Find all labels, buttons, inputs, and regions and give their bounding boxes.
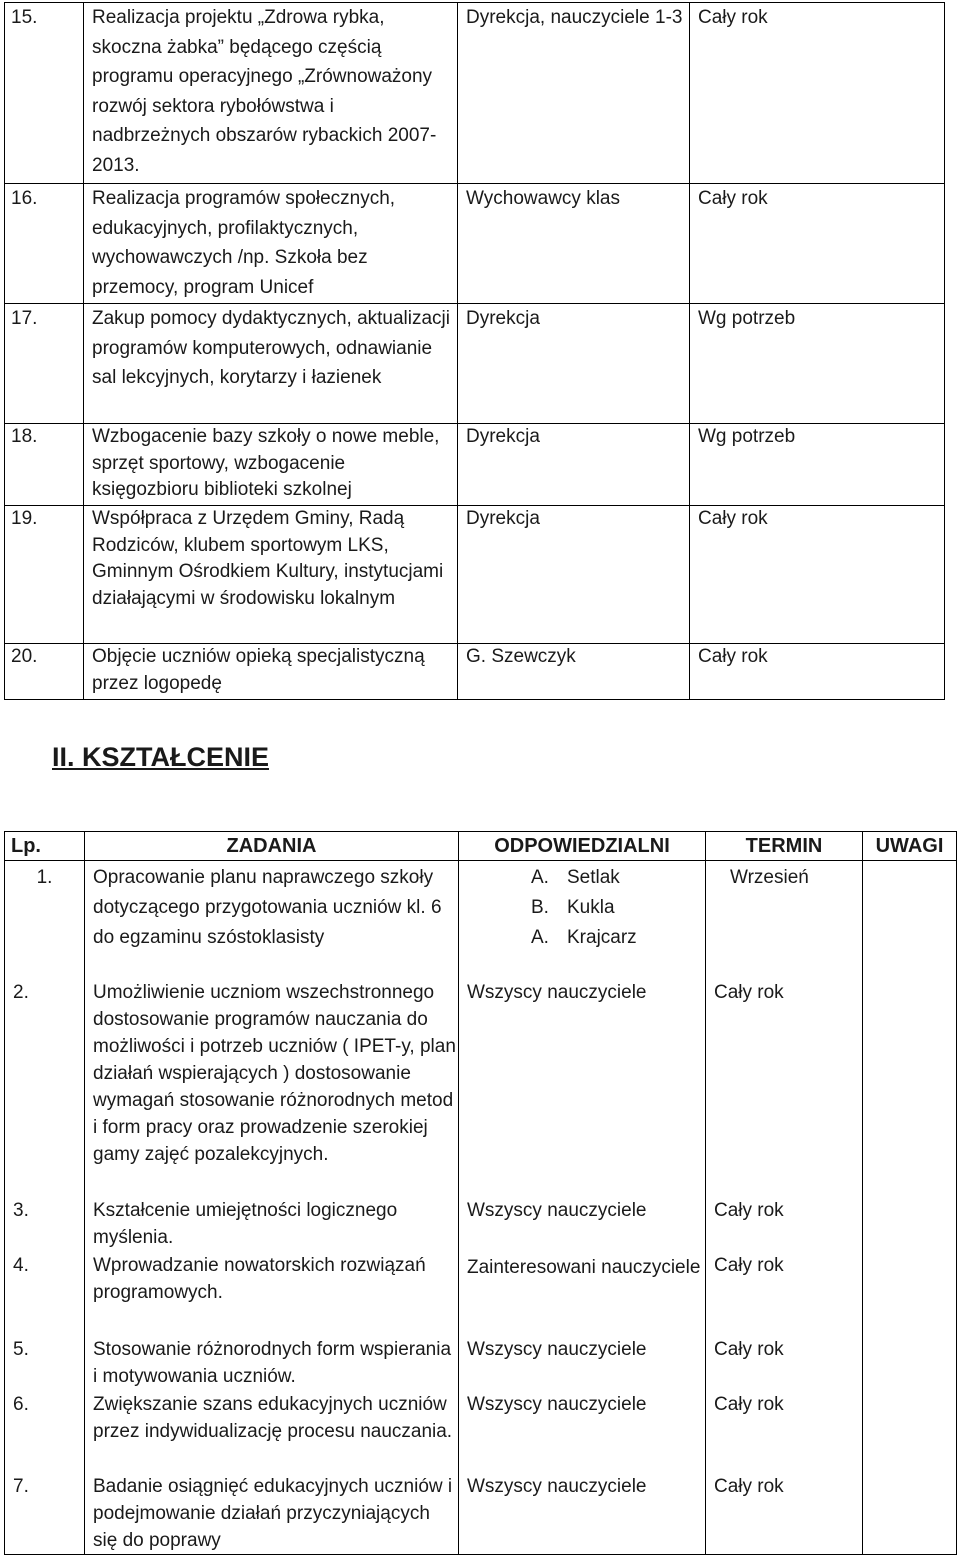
task-cell: Objęcie uczniów opieką specjalistyczną przez logopedę (84, 644, 458, 700)
responsible-cell: Wszyscy nauczyciele (459, 1473, 706, 1555)
list-item (531, 923, 705, 953)
table-row (5, 861, 957, 979)
table-row (5, 979, 957, 1197)
responsible-cell: Wszyscy nauczyciele (459, 1336, 706, 1391)
task-cell: Realizacja programów społecznych, edukacyjnych, profilaktycznych, wychowawczych /np. Szkoła bez przemocy, program Unicef (84, 184, 458, 304)
responsible-cell (459, 861, 706, 979)
notes-cell (863, 1252, 957, 1336)
term-cell: Cały rok (706, 1336, 863, 1391)
responsible-cell: Wszyscy nauczyciele (459, 1197, 706, 1252)
header-notes: UWAGI (863, 832, 957, 861)
list-item (531, 893, 705, 923)
table-row (5, 3, 945, 184)
responsible-cell: Wszyscy nauczyciele (459, 1391, 706, 1473)
notes-cell (863, 861, 957, 979)
header-term: TERMIN (706, 832, 863, 861)
task-cell: Stosowanie różnorodnych form wspierania i motywowania uczniów. (85, 1336, 459, 1391)
table-row (5, 424, 945, 506)
table-header-row (5, 832, 957, 861)
task-cell: Zakup pomocy dydaktycznych, aktualizacji programów komputerowych, odnawianie sal lekcyjnych, korytarzy i łazienek (84, 304, 458, 424)
term-cell: Cały rok (706, 979, 863, 1197)
notes-cell (863, 1336, 957, 1391)
term-cell: Cały rok (706, 1197, 863, 1252)
responsible-cell: Wszyscy nauczyciele (459, 979, 706, 1197)
row-number: 19. (5, 506, 84, 644)
row-number: 15. (5, 3, 84, 184)
notes-cell (863, 1197, 957, 1252)
responsible-cell: G. Szewczyk (458, 644, 690, 700)
table-row (5, 1391, 957, 1473)
table-row (5, 1473, 957, 1555)
table-row (5, 644, 945, 700)
task-cell: Badanie osiągnięć edukacyjnych uczniów i podejmowanie działań przyczyniających się do poprawy (85, 1473, 459, 1555)
responsible-name: Kukla (567, 897, 615, 918)
tasks-table-continued (4, 2, 945, 700)
task-cell: Zwiększanie szans edukacyjnych uczniów przez indywidualizację procesu nauczania. (85, 1391, 459, 1473)
table-row (5, 506, 945, 644)
responsible-cell: Dyrekcja (458, 424, 690, 506)
row-number: 4. (5, 1252, 85, 1336)
responsible-cell: Dyrekcja (458, 506, 690, 644)
header-lp: Lp. (5, 832, 85, 861)
header-responsible: ODPOWIEDZIALNI (459, 832, 706, 861)
list-marker: B. (531, 897, 549, 918)
term-cell: Wrzesień (706, 861, 863, 979)
table-row (5, 304, 945, 424)
list-marker: A. (531, 867, 549, 888)
row-number: 3. (5, 1197, 85, 1252)
task-cell: Wzbogacenie bazy szkoły o nowe meble, sprzęt sportowy, wzbogacenie księgozbioru biblioteki szkolnej (84, 424, 458, 506)
term-cell: Cały rok (690, 184, 945, 304)
term-cell: Cały rok (690, 3, 945, 184)
task-cell: Współpraca z Urzędem Gminy, Radą Rodziców, klubem sportowym LKS, Gminnym Ośrodkiem Kultury, instytucjami działającymi w środowisku lokalnym (84, 506, 458, 644)
notes-cell (863, 1391, 957, 1473)
row-number: 16. (5, 184, 84, 304)
term-cell: Cały rok (690, 506, 945, 644)
row-number: 1. (5, 861, 85, 979)
responsible-name: Setlak (567, 867, 620, 888)
task-cell: Kształcenie umiejętności logicznego myślenia. (85, 1197, 459, 1252)
row-number: 5. (5, 1336, 85, 1391)
term-cell: Wg potrzeb (690, 304, 945, 424)
row-number: 20. (5, 644, 84, 700)
row-number: 18. (5, 424, 84, 506)
term-cell: Cały rok (706, 1252, 863, 1336)
task-cell: Realizacja projektu „Zdrowa rybka, skoczna żabka” będącego częścią programu operacyjnego „Zrównoważony rozwój sektora rybołówstwa i nadbrzeżnych obszarów rybackich 2007-2013. (84, 3, 458, 184)
notes-cell (863, 1473, 957, 1555)
responsible-cell: Dyrekcja (458, 304, 690, 424)
row-number: 2. (5, 979, 85, 1197)
header-tasks: ZADANIA (85, 832, 459, 861)
term-cell: Wg potrzeb (690, 424, 945, 506)
notes-cell (863, 979, 957, 1197)
table-row (5, 184, 945, 304)
table-row (5, 1252, 957, 1336)
section-title: II. KSZTAŁCENIE (52, 742, 270, 772)
responsible-list (531, 863, 705, 953)
responsible-name: Krajcarz (567, 927, 637, 948)
task-cell: Opracowanie planu naprawczego szkoły dotyczącego przygotowania uczniów kl. 6 do egzaminu szóstoklasisty (85, 861, 459, 979)
table-row (5, 1197, 957, 1252)
table-row (5, 1336, 957, 1391)
term-cell: Cały rok (690, 644, 945, 700)
term-cell: Cały rok (706, 1473, 863, 1555)
term-cell: Cały rok (706, 1391, 863, 1473)
list-item (531, 863, 705, 893)
task-cell: Wprowadzanie nowatorskich rozwiązań programowych. (85, 1252, 459, 1336)
education-tasks-table (4, 831, 957, 1555)
row-number: 6. (5, 1391, 85, 1473)
row-number: 7. (5, 1473, 85, 1555)
row-number: 17. (5, 304, 84, 424)
responsible-cell: Dyrekcja, nauczyciele 1-3 (458, 3, 690, 184)
list-marker: A. (531, 927, 549, 948)
task-cell: Umożliwienie uczniom wszechstronnego dostosowanie programów nauczania do możliwości i potrzeb uczniów ( IPET-y, plan działań wspierających ) dostosowanie wymagań stosowanie różnorodnych metod i form pracy oraz prowadzenie szerokiej gamy zajęć pozalekcyjnych. (85, 979, 459, 1197)
responsible-cell: Zainteresowani nauczyciele (459, 1252, 706, 1336)
responsible-cell: Wychowawcy klas (458, 184, 690, 304)
